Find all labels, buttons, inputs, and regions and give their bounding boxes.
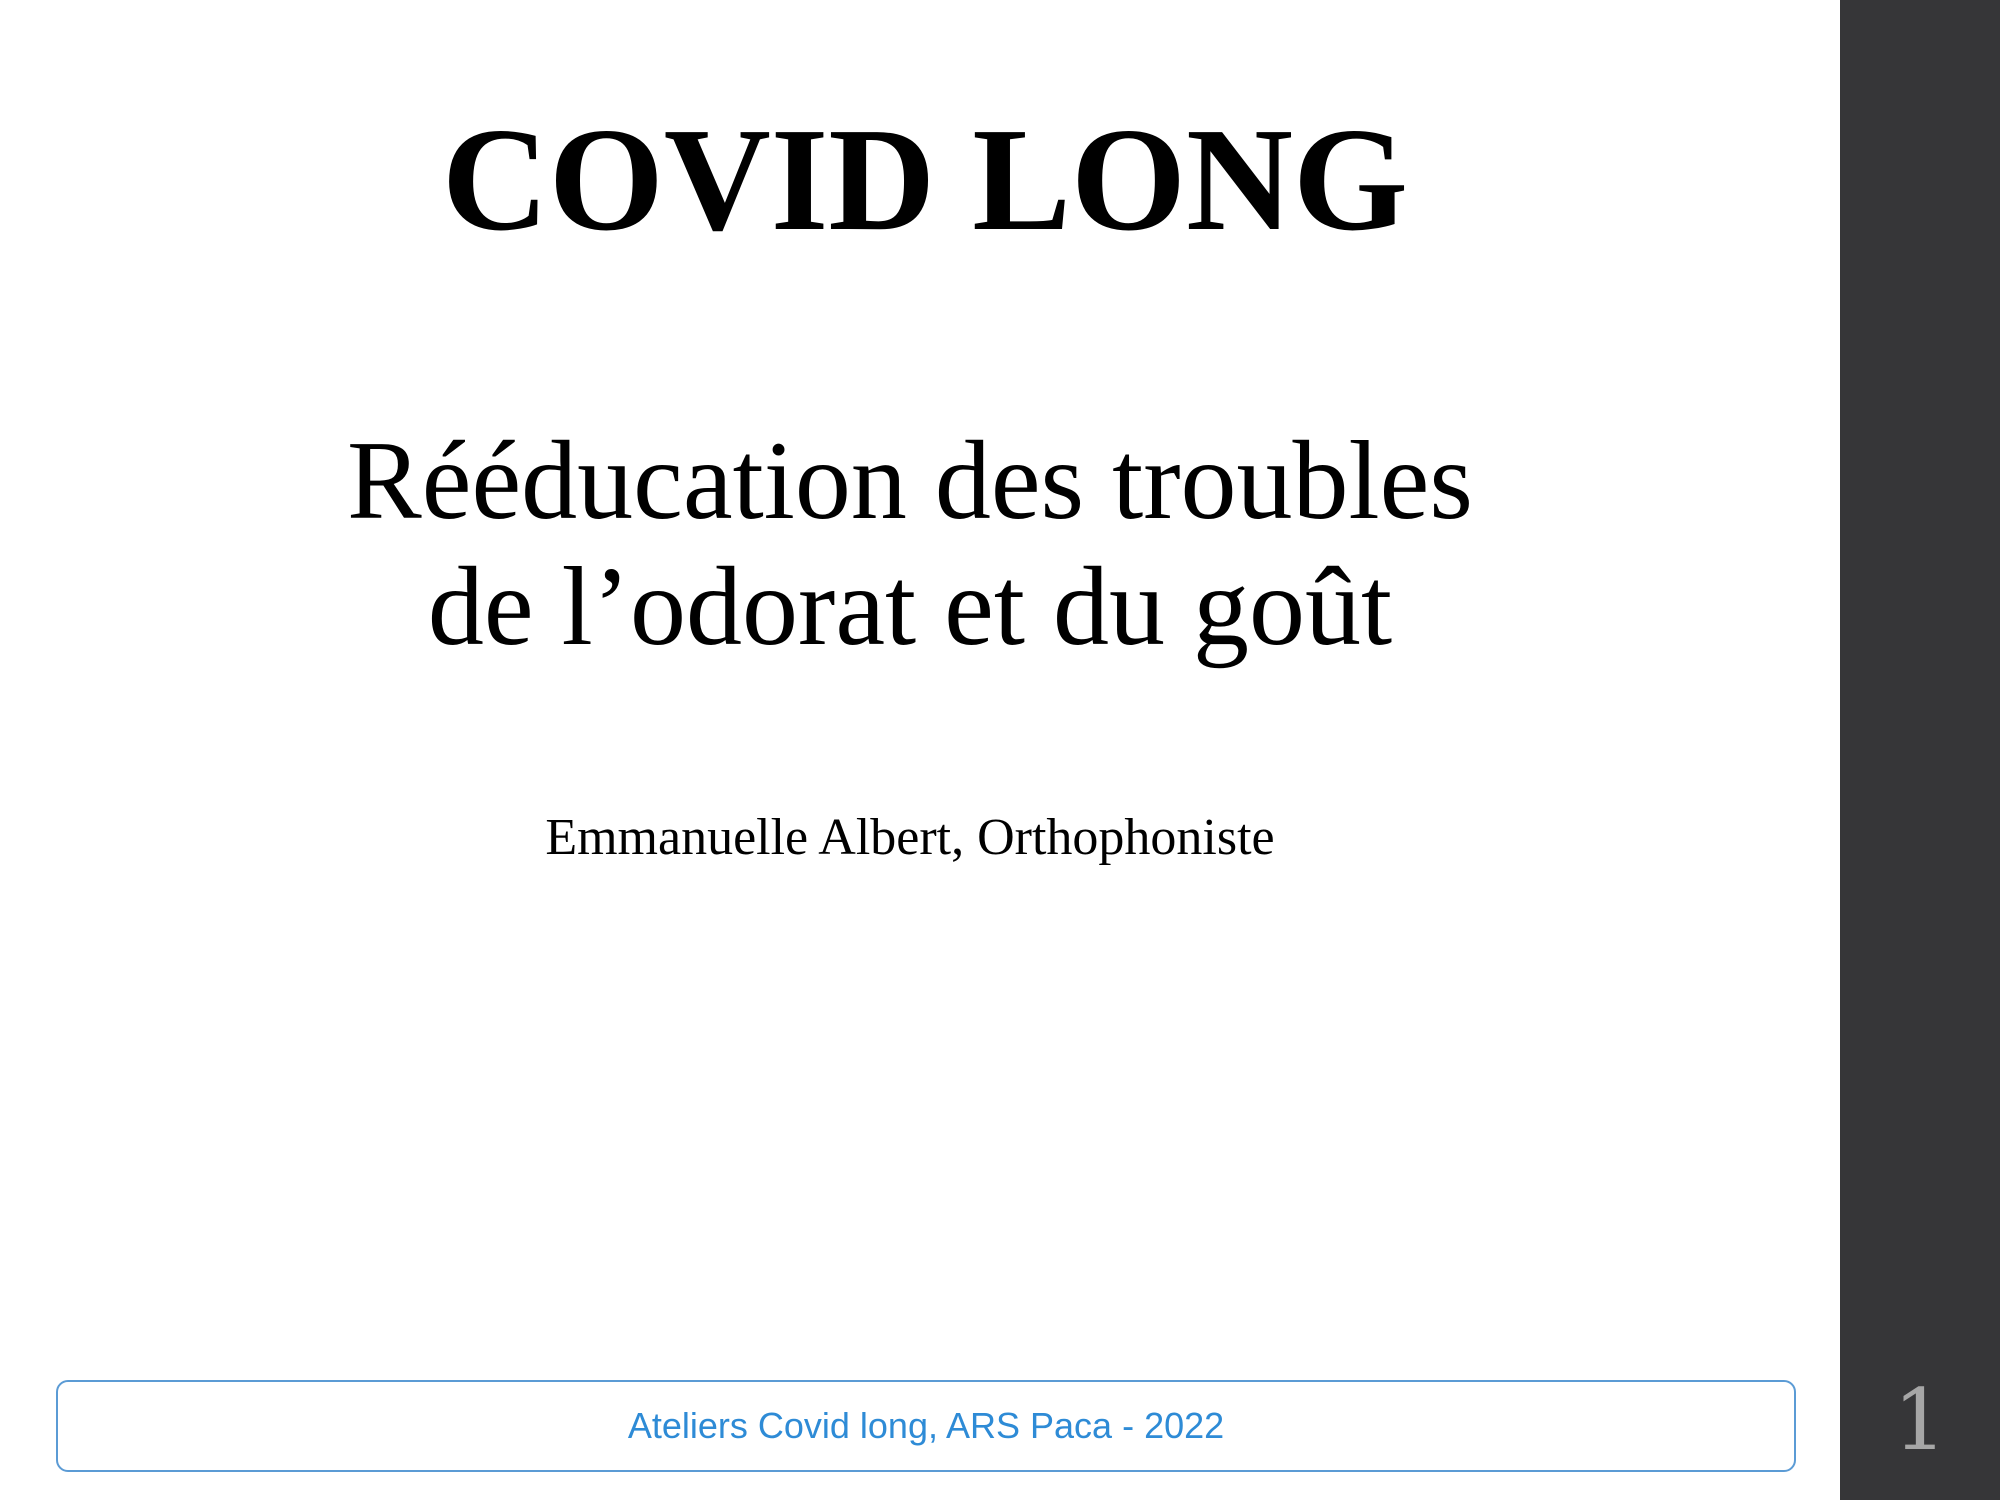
footer-text: Ateliers Covid long, ARS Paca - 2022 (627, 1405, 1225, 1446)
slide-number: 1 (1893, 1371, 1947, 1469)
slide-title: COVID LONG (441, 98, 1409, 262)
subtitle-line-2: de l’odorat et du goût (427, 545, 1393, 669)
author-line: Emmanuelle Albert, Orthophoniste (545, 809, 1275, 866)
footer-box (56, 1380, 1796, 1472)
slide-subtitle (0, 418, 1820, 670)
subtitle-line-1: Rééducation des troubles (347, 419, 1473, 543)
sidebar-bar (1840, 0, 2000, 1500)
